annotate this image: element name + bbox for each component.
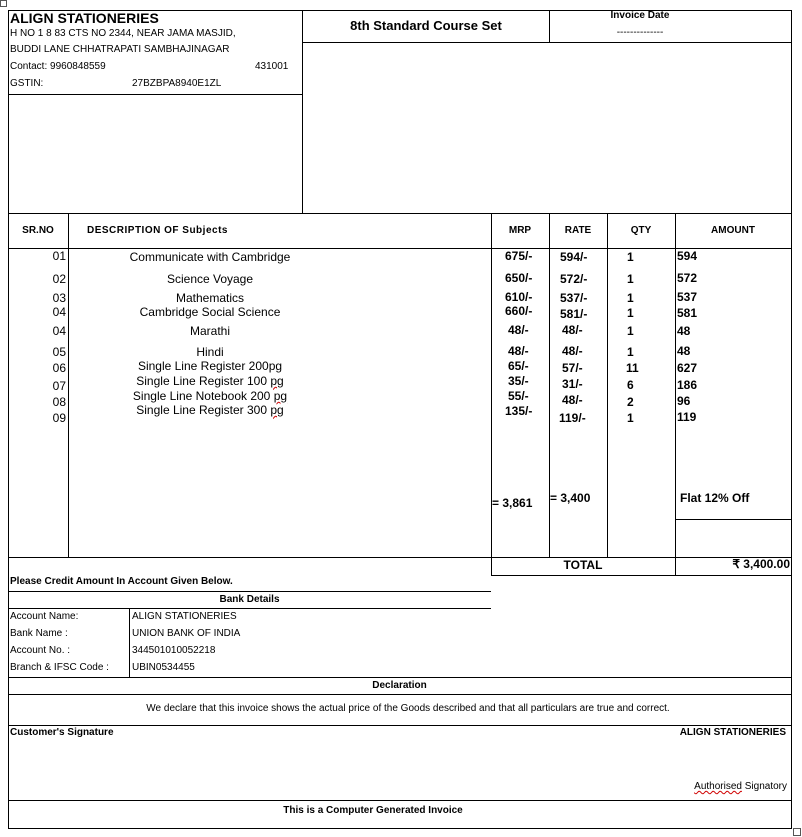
header-rate: RATE <box>564 225 592 236</box>
row-srno: 07 <box>52 379 66 393</box>
signatory-word: Signatory <box>741 781 787 792</box>
corner-mark-bottom-right <box>793 828 801 836</box>
total-label: TOTAL <box>563 558 603 572</box>
row-amount: 594 <box>677 249 698 263</box>
row-rate: 48/- <box>562 323 583 337</box>
row-qty: 1 <box>627 324 634 338</box>
ifsc-value: UBIN0534455 <box>132 662 195 673</box>
row-qty: 11 <box>626 361 639 375</box>
row-description: Science Voyage <box>166 272 254 286</box>
header-qty: QTY <box>630 225 652 236</box>
row-amount: 48 <box>677 344 691 358</box>
header-mrp: MRP <box>508 225 532 236</box>
row-amount: 627 <box>677 361 698 375</box>
row-description: Marathi <box>189 324 230 338</box>
row-mrp: 65/- <box>508 359 529 373</box>
row-mrp: 660/- <box>505 304 533 318</box>
row-mrp: 35/- <box>508 374 529 388</box>
bank-name-label: Bank Name : <box>10 628 68 639</box>
total-value: ₹ 3,400.00 <box>732 557 790 571</box>
authorised-word: Authorised <box>694 781 742 792</box>
row-srno: 04 <box>52 324 66 338</box>
row-srno: 03 <box>52 291 66 305</box>
row-rate: 48/- <box>562 344 583 358</box>
authorised-signatory <box>560 782 787 792</box>
account-name-value: ALIGN STATIONERIES <box>132 611 237 622</box>
customer-signature-label: Customer's Signature <box>10 727 114 738</box>
row-srno: 05 <box>52 345 66 359</box>
row-amount: 119 <box>677 410 697 424</box>
declaration-text: We declare that this invoice shows the actual price of the Goods described and that all particulars are true and correct. <box>146 703 670 714</box>
row-rate: 48/- <box>562 393 583 407</box>
header-srno: SR.NO <box>22 225 54 236</box>
company-name: ALIGN STATIONERIES <box>10 10 159 26</box>
row-qty: 1 <box>627 345 634 359</box>
row-rate: 594/- <box>560 250 588 264</box>
declaration-title: Declaration <box>372 680 427 691</box>
row-qty: 2 <box>627 395 634 409</box>
row-qty: 1 <box>627 272 634 286</box>
row-srno: 04 <box>52 305 66 319</box>
invoice-date-label: Invoice Date <box>610 10 670 21</box>
row-description: Single Line Register 200pg <box>137 359 283 373</box>
row-srno: 02 <box>52 272 66 286</box>
company-contact: Contact: 9960848559 <box>10 61 106 72</box>
row-amount: 48 <box>677 324 691 338</box>
bank-name-value: UNION BANK OF INDIA <box>132 628 241 639</box>
footer-note: This is a Computer Generated Invoice <box>283 805 463 816</box>
row-description: Cambridge Social Science <box>139 305 281 319</box>
account-no-value: 344501010052218 <box>132 645 216 656</box>
row-rate: 537/- <box>560 291 588 305</box>
row-srno: 08 <box>52 395 66 409</box>
row-mrp: 650/- <box>505 271 533 285</box>
row-rate: 31/- <box>562 377 583 391</box>
row-description: Mathematics <box>175 291 245 305</box>
account-name-label: Account Name: <box>10 611 79 622</box>
company-signature-name: ALIGN STATIONERIES <box>679 727 786 738</box>
row-qty: 1 <box>627 250 634 264</box>
gstin-value: 27BZBPA8940E1ZL <box>132 78 222 89</box>
row-amount: 581 <box>677 306 698 320</box>
invoice-title: 8th Standard Course Set <box>350 18 502 33</box>
row-amount: 96 <box>677 394 691 408</box>
header-description: DESCRIPTION OF Subjects <box>87 225 228 236</box>
company-address-line2: BUDDI LANE CHHATRAPATI SAMBHAJINAGAR <box>10 44 230 55</box>
row-mrp: 610/- <box>505 290 533 304</box>
gstin-label: GSTIN: <box>10 78 44 89</box>
row-mrp: 55/- <box>508 389 529 403</box>
row-mrp: 135/- <box>505 404 533 418</box>
company-address-line1: H NO 1 8 83 CTS NO 2344, NEAR JAMA MASJID, <box>10 28 236 39</box>
row-qty: 1 <box>627 411 634 425</box>
mrp-total: = 3,861 <box>492 496 533 510</box>
row-srno: 01 <box>52 249 66 263</box>
row-amount: 572 <box>677 271 698 285</box>
row-description: Single Line Register 300 pg <box>136 403 284 417</box>
row-description: Hindi <box>196 345 224 359</box>
invoice-date-value: -------------- <box>616 27 664 38</box>
row-rate: 119/- <box>559 411 586 425</box>
discount-note: Flat 12% Off <box>680 491 750 505</box>
row-rate: 57/- <box>562 361 583 375</box>
row-srno: 06 <box>52 361 66 375</box>
row-amount: 186 <box>677 378 698 392</box>
row-qty: 1 <box>627 291 634 305</box>
row-description: Single Line Notebook 200 pg <box>132 389 288 403</box>
account-no-label: Account No. : <box>10 645 71 656</box>
row-description: Single Line Register 100 pg <box>136 374 284 388</box>
row-description: Communicate with Cambridge <box>129 250 291 264</box>
row-srno: 09 <box>52 411 66 425</box>
header-amount: AMOUNT <box>711 225 755 236</box>
row-mrp: 48/- <box>508 344 529 358</box>
row-qty: 1 <box>627 306 634 320</box>
row-mrp: 675/- <box>505 249 533 263</box>
corner-mark-top-left <box>0 0 7 7</box>
company-pincode: 431001 <box>255 61 289 72</box>
rate-total: = 3,400 <box>550 491 591 505</box>
row-mrp: 48/- <box>508 323 529 337</box>
bank-details-title: Bank Details <box>219 594 280 605</box>
ifsc-label: Branch & IFSC Code : <box>10 662 109 673</box>
row-qty: 6 <box>627 378 634 392</box>
row-rate: 581/- <box>560 307 588 321</box>
row-amount: 537 <box>677 290 698 304</box>
credit-note: Please Credit Amount In Account Given Below. <box>10 576 233 587</box>
row-rate: 572/- <box>560 272 588 286</box>
